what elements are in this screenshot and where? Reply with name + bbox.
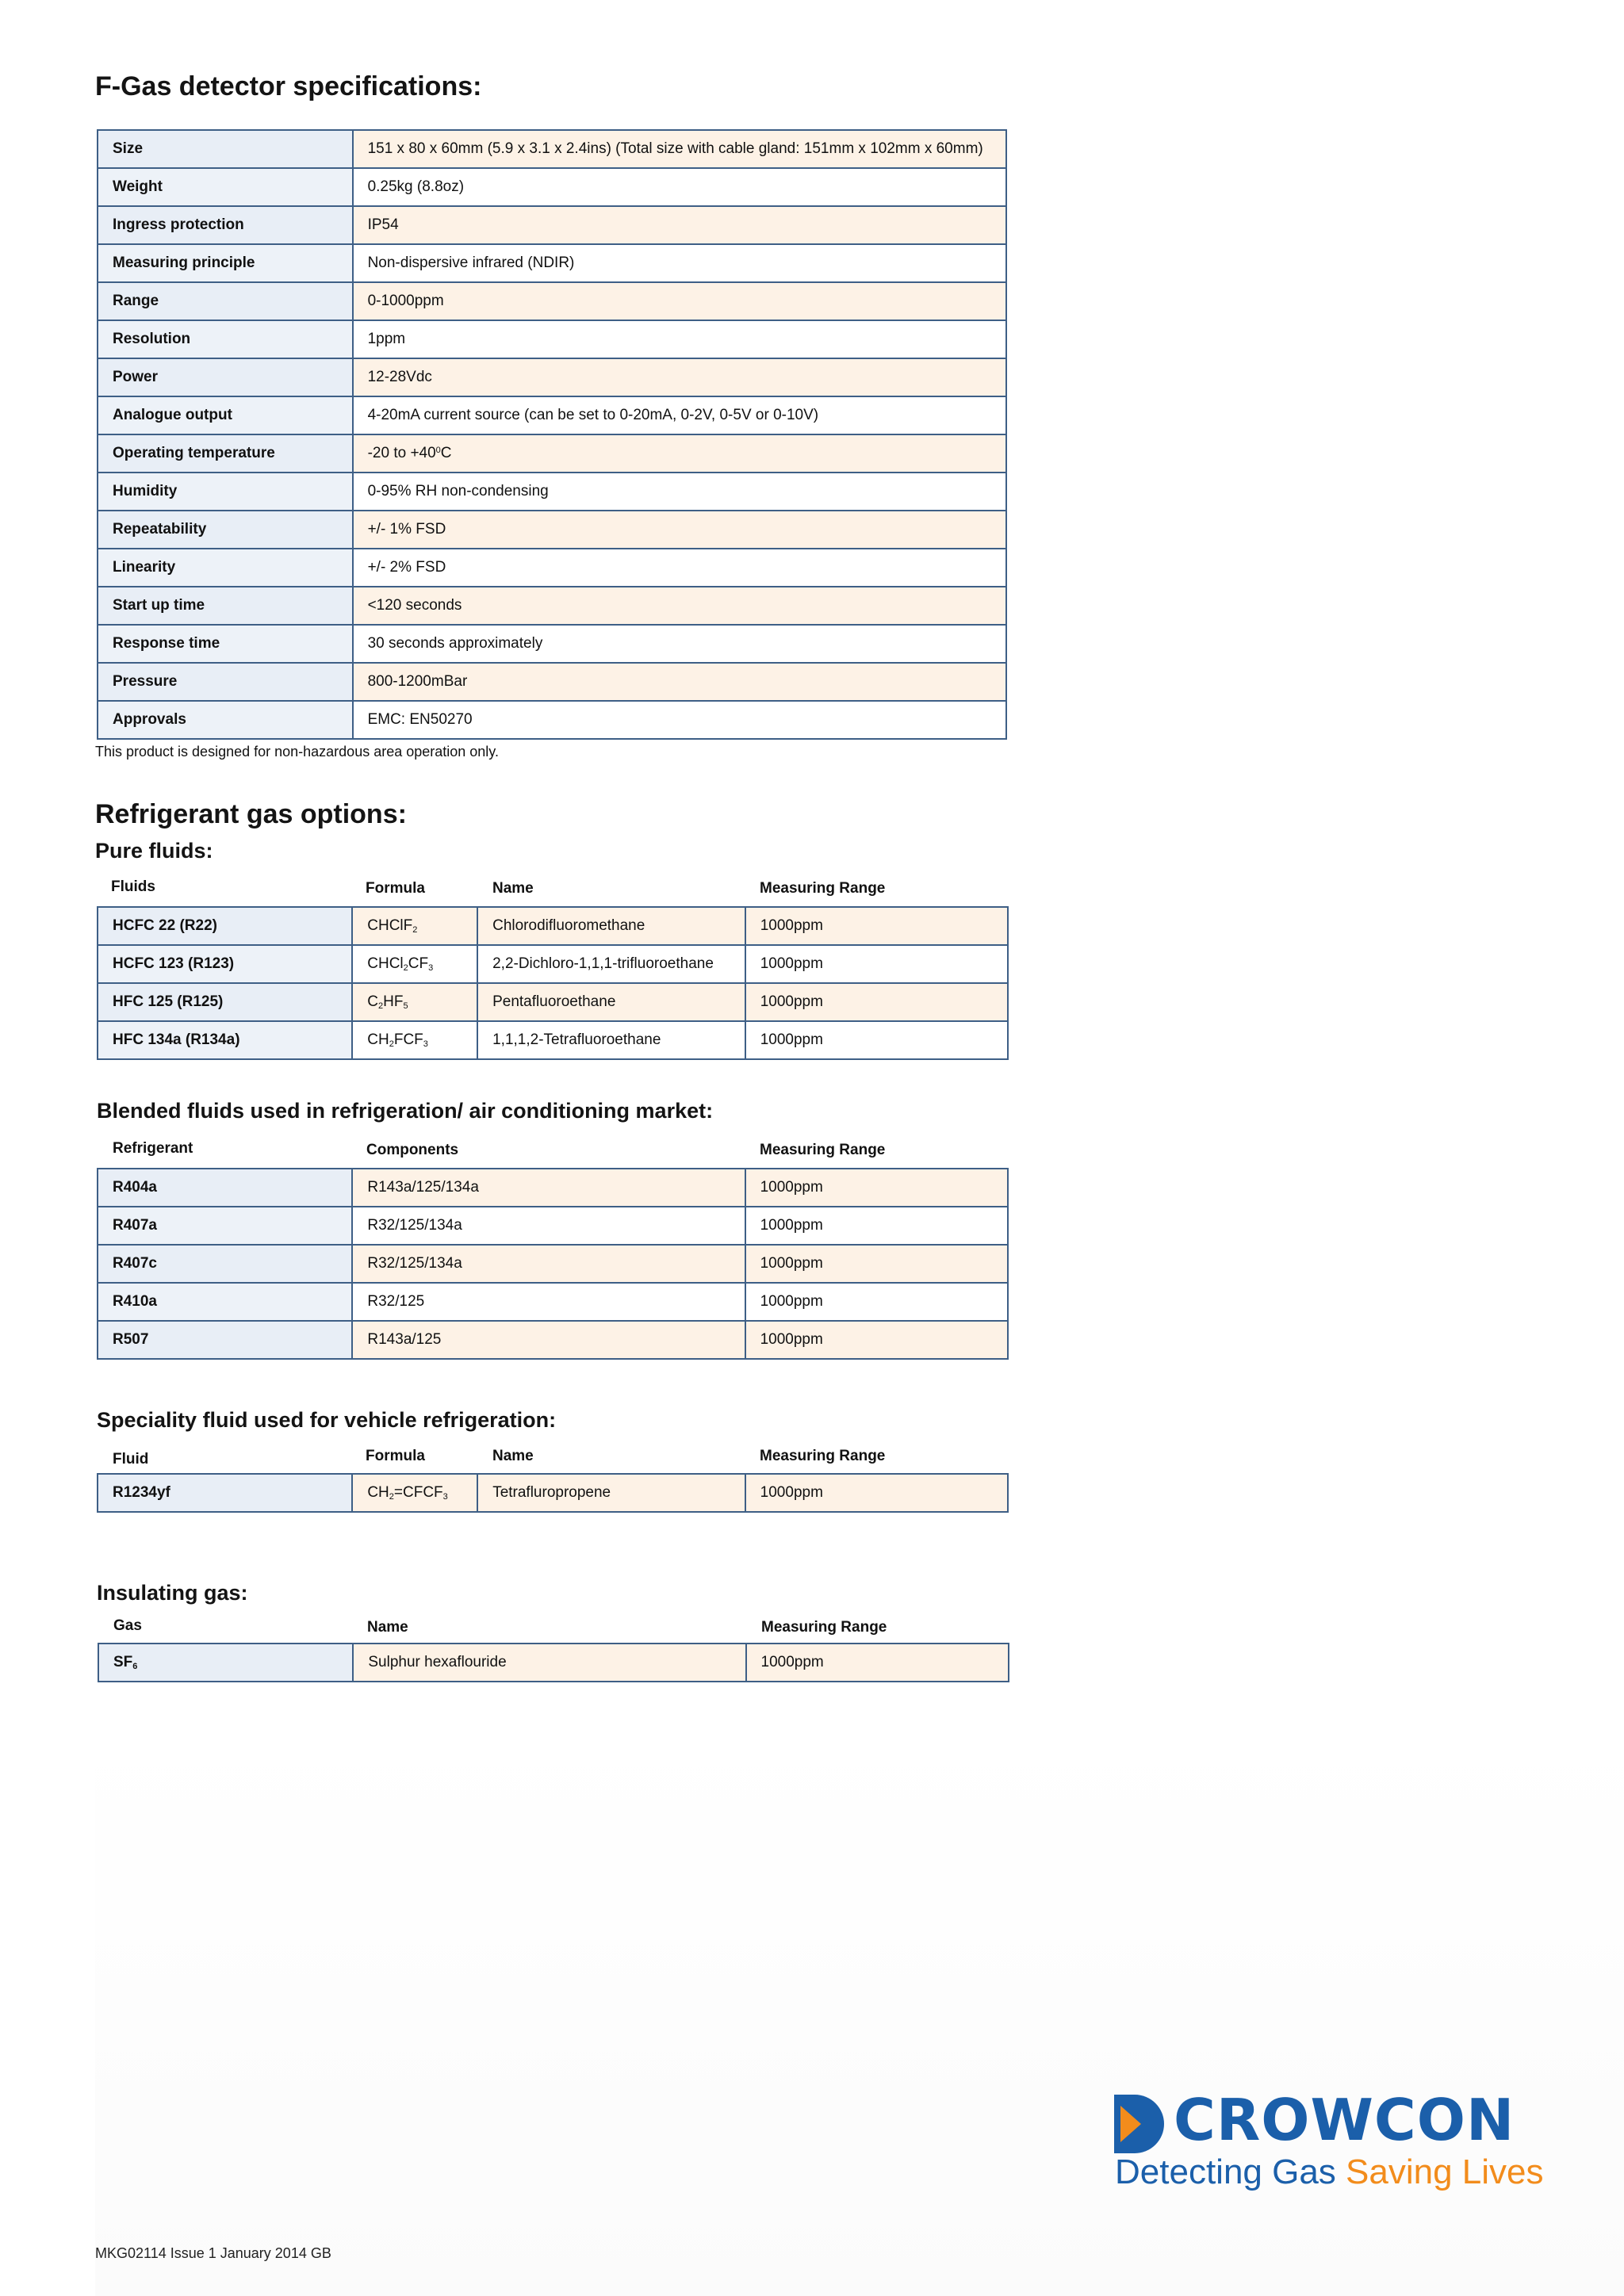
range-cell: 1000ppm xyxy=(745,1207,1008,1245)
spec-label: Repeatability xyxy=(98,511,353,549)
spec-value: 1ppm xyxy=(353,320,1006,358)
formula-cell: $CH_2=CFCF_3$ xyxy=(352,1474,477,1512)
speciality-fluid-table xyxy=(97,1473,1009,1513)
components-cell: R143a/125/134a xyxy=(352,1169,745,1207)
table-row xyxy=(98,1283,1008,1321)
spec-label: Size xyxy=(98,130,353,168)
spec-label: Resolution xyxy=(98,320,353,358)
spec-label: Operating temperature xyxy=(98,434,353,473)
insulating-header-gas: Gas xyxy=(113,1617,142,1634)
spec-row xyxy=(98,206,1006,244)
table-row xyxy=(98,983,1008,1021)
spec-row xyxy=(98,511,1006,549)
speciality-header-name: Name xyxy=(492,1448,534,1464)
spec-label: Measuring principle xyxy=(98,244,353,282)
range-cell: 1000ppm xyxy=(745,1245,1008,1283)
fluid-cell: HCFC 22 (R22) xyxy=(98,907,352,945)
components-cell: R32/125/134a xyxy=(352,1245,745,1283)
document-reference: MKG02114 Issue 1 January 2014 GB xyxy=(95,2245,331,2261)
spec-value: Non-dispersive infrared (NDIR) xyxy=(353,244,1006,282)
spec-value: 0-95% RH non-condensing xyxy=(353,473,1006,511)
spec-row xyxy=(98,587,1006,625)
table-row xyxy=(98,945,1008,983)
spec-value: 0-1000ppm xyxy=(353,282,1006,320)
fluid-cell: R1234yf xyxy=(98,1474,352,1512)
refrigerant-cell: R404a xyxy=(98,1169,352,1207)
pure-fluids-title: Pure fluids: xyxy=(95,839,213,863)
spec-value: 151 x 80 x 60mm (5.9 x 3.1 x 2.4ins) (Total size with cable gland: 151mm x 102mm x 60mm) xyxy=(353,130,1006,168)
spec-row xyxy=(98,282,1006,320)
table-row xyxy=(98,1474,1008,1512)
refrigerant-title: Refrigerant gas options: xyxy=(95,799,407,829)
table-row xyxy=(98,907,1008,945)
spec-label: Approvals xyxy=(98,701,353,739)
blended-title: Blended fluids used in refrigeration/ air conditioning market: xyxy=(97,1099,714,1123)
spec-label: Analogue output xyxy=(98,396,353,434)
spec-value: 30 seconds approximately xyxy=(353,625,1006,663)
spec-row xyxy=(98,549,1006,587)
blended-header-refrigerant: Refrigerant xyxy=(113,1140,193,1157)
pure-header-fluid: Fluids xyxy=(111,878,155,895)
spec-row xyxy=(98,320,1006,358)
tagline-part-2: Saving Lives xyxy=(1346,2152,1544,2191)
spec-label: Weight xyxy=(98,168,353,206)
spec-label: Pressure xyxy=(98,663,353,701)
spec-value: 4-20mA current source (can be set to 0-20mA, 0-2V, 0-5V or 0-10V) xyxy=(353,396,1006,434)
pure-header-formula: Formula xyxy=(366,880,425,897)
table-row xyxy=(98,1644,1009,1682)
page-background-shade xyxy=(95,1728,1624,2296)
refrigerant-cell: R407c xyxy=(98,1245,352,1283)
speciality-title: Speciality fluid used for vehicle refrigeration: xyxy=(97,1408,557,1432)
spec-label: Humidity xyxy=(98,473,353,511)
spec-value: IP54 xyxy=(353,206,1006,244)
spec-label: Ingress protection xyxy=(98,206,353,244)
range-cell: 1000ppm xyxy=(745,1283,1008,1321)
refrigerant-cell: R507 xyxy=(98,1321,352,1359)
speciality-header-formula: Formula xyxy=(366,1448,425,1464)
table-row xyxy=(98,1207,1008,1245)
components-cell: R32/125/134a xyxy=(352,1207,745,1245)
spec-row xyxy=(98,434,1006,473)
components-cell: R143a/125 xyxy=(352,1321,745,1359)
spec-label: Range xyxy=(98,282,353,320)
insulating-header-name: Name xyxy=(367,1619,408,1636)
fluid-cell: HCFC 123 (R123) xyxy=(98,945,352,983)
crowcon-logo-icon xyxy=(1114,2095,1171,2153)
range-cell: 1000ppm xyxy=(745,1021,1008,1059)
name-cell: Chlorodifluoromethane xyxy=(477,907,745,945)
spec-value: 0.25kg (8.8oz) xyxy=(353,168,1006,206)
spec-row xyxy=(98,701,1006,739)
refrigerant-cell: R410a xyxy=(98,1283,352,1321)
blended-fluids-table xyxy=(97,1168,1009,1360)
range-cell: 1000ppm xyxy=(745,1169,1008,1207)
fluid-cell: HFC 134a (R134a) xyxy=(98,1021,352,1059)
spec-label: Start up time xyxy=(98,587,353,625)
brand-wordmark: CROWCON xyxy=(1174,2087,1515,2153)
blended-header-range: Measuring Range xyxy=(760,1142,886,1158)
range-cell: 1000ppm xyxy=(746,1644,1009,1682)
spec-label: Response time xyxy=(98,625,353,663)
spec-row xyxy=(98,396,1006,434)
spec-label: Linearity xyxy=(98,549,353,587)
table-row xyxy=(98,1321,1008,1359)
formula-cell: $CH_2FCF_3$ xyxy=(352,1021,477,1059)
tagline-part-1: Detecting Gas xyxy=(1115,2152,1336,2191)
spec-row xyxy=(98,244,1006,282)
insulating-title: Insulating gas: xyxy=(97,1581,248,1605)
range-cell: 1000ppm xyxy=(745,907,1008,945)
spec-value: EMC: EN50270 xyxy=(353,701,1006,739)
range-cell: 1000ppm xyxy=(745,1474,1008,1512)
range-cell: 1000ppm xyxy=(745,983,1008,1021)
speciality-header-range: Measuring Range xyxy=(760,1448,886,1464)
spec-title: F-Gas detector specifications: xyxy=(95,71,482,101)
fluid-cell: HFC 125 (R125) xyxy=(98,983,352,1021)
speciality-header-fluid: Fluid xyxy=(113,1451,149,1468)
brand-tagline xyxy=(1115,2152,1544,2192)
spec-value: 800-1200mBar xyxy=(353,663,1006,701)
gas-cell: $SF_6$ xyxy=(98,1644,353,1682)
formula-cell: $CHCl_2CF_3$ xyxy=(352,945,477,983)
name-cell: Tetrafluropropene xyxy=(477,1474,745,1512)
pure-header-range: Measuring Range xyxy=(760,880,886,897)
spec-value: -20 to $+40^0C$ xyxy=(353,434,1006,473)
table-row xyxy=(98,1245,1008,1283)
spec-row xyxy=(98,625,1006,663)
name-cell: Pentafluoroethane xyxy=(477,983,745,1021)
range-cell: 1000ppm xyxy=(745,945,1008,983)
name-cell: 1,1,1,2-Tetrafluoroethane xyxy=(477,1021,745,1059)
spec-row xyxy=(98,168,1006,206)
spec-label: Power xyxy=(98,358,353,396)
name-cell: 2,2-Dichloro-1,1,1-trifluoroethane xyxy=(477,945,745,983)
components-cell: R32/125 xyxy=(352,1283,745,1321)
spec-note: This product is designed for non-hazardous area operation only. xyxy=(95,744,499,760)
formula-cell: CHClF$_2$ xyxy=(352,907,477,945)
blended-header-components: Components xyxy=(366,1142,459,1158)
pure-fluids-table xyxy=(97,906,1009,1060)
spec-row xyxy=(98,358,1006,396)
range-cell: 1000ppm xyxy=(745,1321,1008,1359)
spec-value: <120 seconds xyxy=(353,587,1006,625)
table-row xyxy=(98,1021,1008,1059)
name-cell: Sulphur hexaflouride xyxy=(353,1644,745,1682)
insulating-header-range: Measuring Range xyxy=(761,1619,887,1636)
table-row xyxy=(98,1169,1008,1207)
pure-header-name: Name xyxy=(492,880,534,897)
spec-value: +/- 2% FSD xyxy=(353,549,1006,587)
spec-row xyxy=(98,663,1006,701)
spec-row xyxy=(98,473,1006,511)
refrigerant-cell: R407a xyxy=(98,1207,352,1245)
spec-table xyxy=(97,129,1007,740)
insulating-gas-table xyxy=(98,1643,1009,1682)
spec-value: +/- 1% FSD xyxy=(353,511,1006,549)
spec-value: 12-28Vdc xyxy=(353,358,1006,396)
spec-row xyxy=(98,130,1006,168)
formula-cell: $C_2HF_5$ xyxy=(352,983,477,1021)
